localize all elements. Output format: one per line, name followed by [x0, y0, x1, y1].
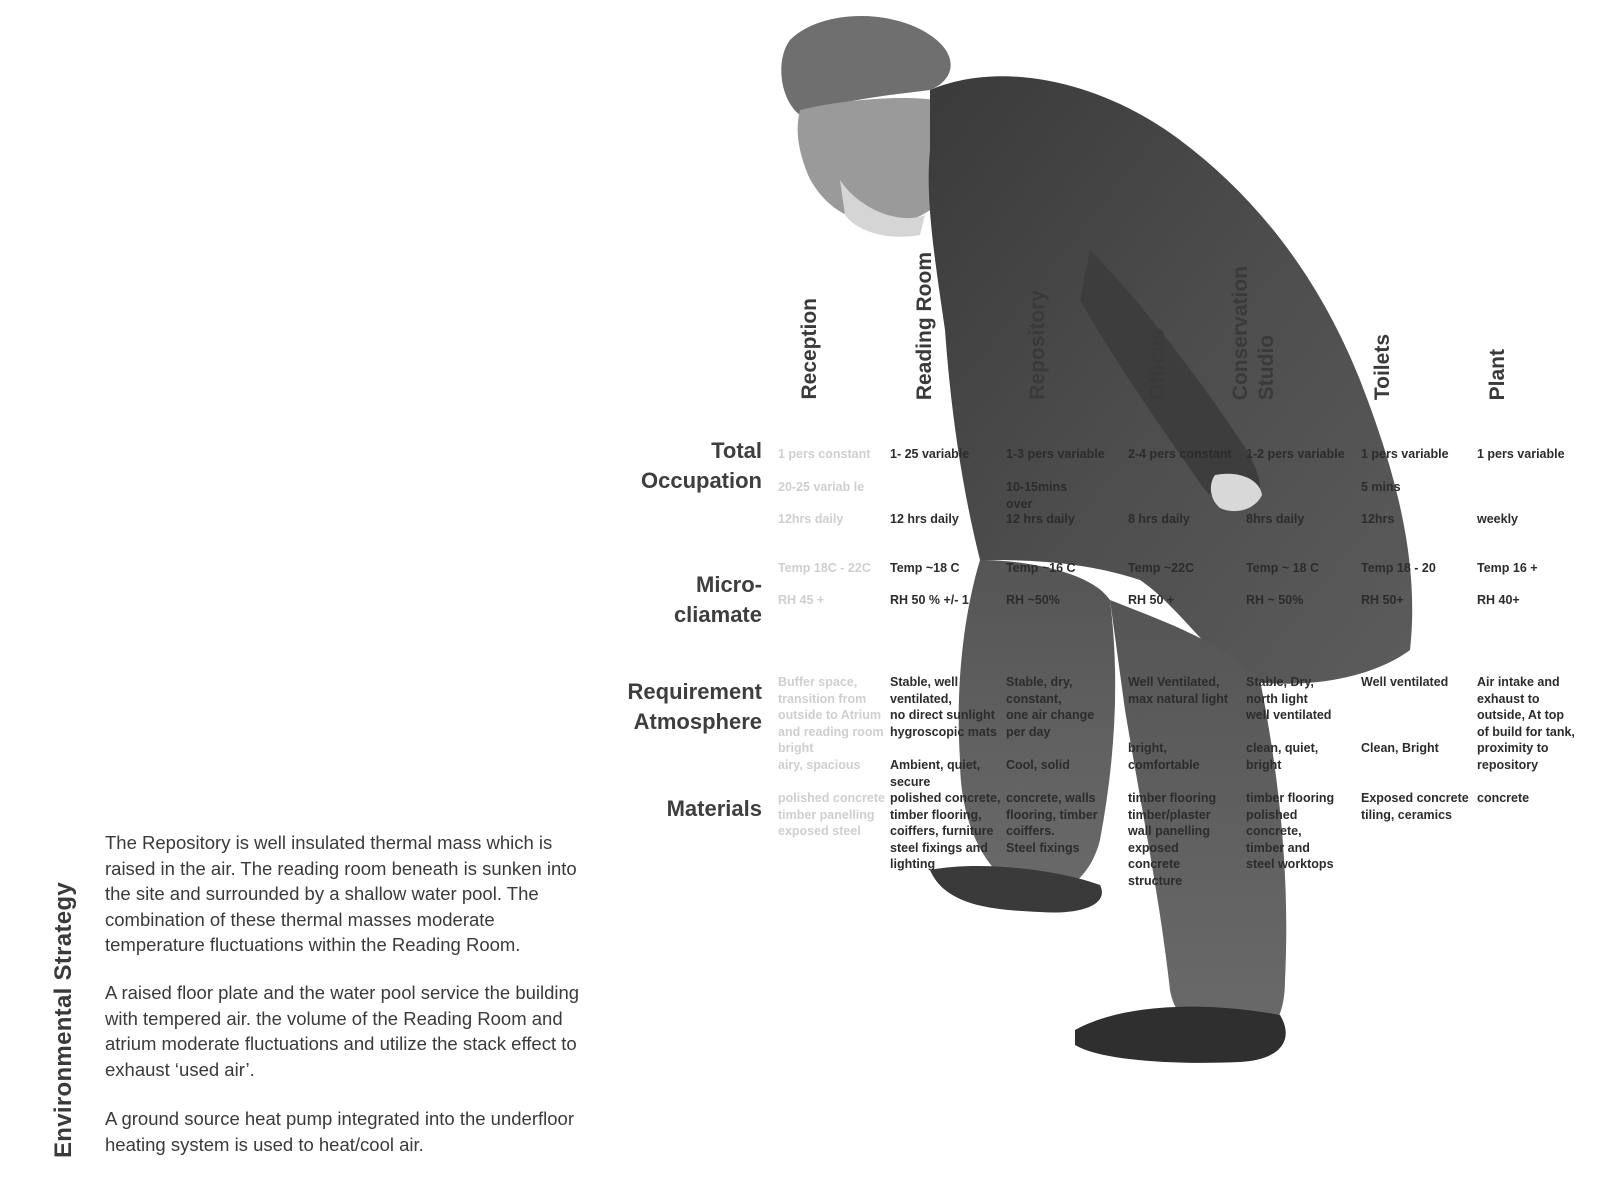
table-cell: timber flooring timber/plaster wall panelling exposed concrete structure: [1128, 791, 1217, 888]
table-cell: Temp ~16 C: [1006, 561, 1076, 575]
table-cell: Temp ~18 C: [890, 561, 960, 575]
table-cell: RH 50+: [1361, 593, 1404, 607]
table-cell: 5 mins: [1361, 480, 1401, 494]
paragraph-3: A ground source heat pump integrated into the underfloor heating system is used to heat/cool air.: [105, 1108, 574, 1155]
column-reception: Reception: [798, 298, 821, 400]
paragraph-2: A raised floor plate and the water pool service the building with tempered air. the volume of the Reading Room and atrium moderate fluctuations and utilize the stack effect to exhaust ‘used air’.: [105, 982, 580, 1080]
table-cell: Stable, Dry, north light well ventilated: [1246, 675, 1332, 722]
table-cell: Stable, well ventilated, no direct sunlight hygroscopic mats: [890, 675, 997, 739]
table-cell: polished concrete timber panelling exposed steel: [778, 791, 885, 838]
row-requirement-atmosphere: Requirement Atmosphere: [627, 679, 762, 734]
table-cell: clean, quiet, bright: [1246, 741, 1319, 772]
table-cell: 12hrs daily: [778, 512, 844, 526]
row-materials: Materials: [666, 796, 762, 821]
table-cell: RH ~ 50%: [1246, 593, 1304, 607]
table-cell: 8 hrs daily: [1128, 512, 1190, 526]
table-cell: Exposed concrete tiling, ceramics: [1361, 791, 1469, 822]
row-microclimate: Micro- cliamate: [673, 572, 762, 627]
table-cell: Well Ventilated, max natural light: [1128, 675, 1229, 706]
right-shoe: [1075, 1007, 1286, 1063]
table-cell: 20-25 variab le: [778, 480, 865, 494]
table-cell: Ambient, quiet, secure: [890, 758, 981, 789]
table-cell: timber flooring polished concrete, timber and steel worktops: [1246, 791, 1335, 871]
table-cell: 12 hrs daily: [890, 512, 959, 526]
table-cell: Buffer space, transition from outside to Atrium and reading room bright: [778, 675, 884, 755]
table-cell: 10-15mins over: [1006, 480, 1068, 511]
column-plant: Plant: [1486, 348, 1509, 400]
table-cell: RH 45 +: [778, 593, 825, 607]
table-cell: 1 pers variable: [1477, 447, 1565, 461]
table-cell: 1 pers variable: [1361, 447, 1449, 461]
table-cell: 2-4 pers constant: [1128, 447, 1232, 461]
column-toilets: Toilets: [1371, 333, 1394, 400]
table-cell: 1- 25 variable: [890, 447, 970, 461]
table-cell: Air intake and exhaust to outside, At top of build for tank, proximity to repository: [1477, 675, 1575, 772]
table-cell: RH 50 % +/- 1: [890, 593, 969, 607]
table-cell: 12hrs: [1361, 512, 1395, 526]
table-cell: Stable, dry, constant, one air change per day: [1006, 675, 1095, 739]
face: [798, 98, 935, 223]
column-offices: Offices: [1146, 328, 1169, 400]
table-cell: 1 pers constant: [778, 447, 871, 461]
section-title: Environmental Strategy: [50, 881, 77, 1158]
table-cell: RH 50 +: [1128, 593, 1175, 607]
table-cell: RH 40+: [1477, 593, 1520, 607]
column-reading-room: Reading Room: [913, 251, 936, 400]
paragraph-1: The Repository is well insulated thermal mass which is raised in the air. The reading room beneath is sunken into the site and surrounded by a shallow water pool. The combination of these thermal masses moderate temperature fluctuations within the Reading Room.: [105, 832, 577, 955]
table-cell: Temp 18C - 22C: [778, 561, 871, 575]
table-cell: Temp 16 +: [1477, 561, 1538, 575]
table-cell: 12 hrs daily: [1006, 512, 1075, 526]
table-cell: polished concrete, timber flooring, coiffers, furniture steel fixings and lighting: [890, 791, 1001, 871]
table-cell: Well ventilated: [1361, 675, 1449, 689]
table-cell: concrete: [1477, 791, 1530, 805]
table-cell: 1-3 pers variable: [1006, 447, 1105, 461]
column-repository: Repository: [1026, 290, 1049, 400]
table-cell: Temp 18 - 20: [1361, 561, 1436, 575]
table-cell: concrete, walls flooring, timber coiffers. Steel fixings: [1006, 791, 1098, 855]
table-cell: 1-2 pers variable: [1246, 447, 1345, 461]
column-conservation-studio: Conservation Studio: [1229, 265, 1278, 400]
table-cell: RH ~50%: [1006, 593, 1060, 607]
table-cell: Temp ~22C: [1128, 561, 1195, 575]
row-total-occupation: Total Occupation: [640, 438, 762, 493]
table-cell: weekly: [1477, 512, 1519, 526]
table-cell: bright, comfortable: [1128, 741, 1200, 772]
table-cell: Clean, Bright: [1361, 741, 1439, 755]
table-cell: airy, spacious: [778, 758, 861, 772]
table-cell: Temp ~ 18 C: [1246, 561, 1320, 575]
table-cell: Cool, solid: [1006, 758, 1070, 772]
table-cell: 8hrs daily: [1246, 512, 1305, 526]
